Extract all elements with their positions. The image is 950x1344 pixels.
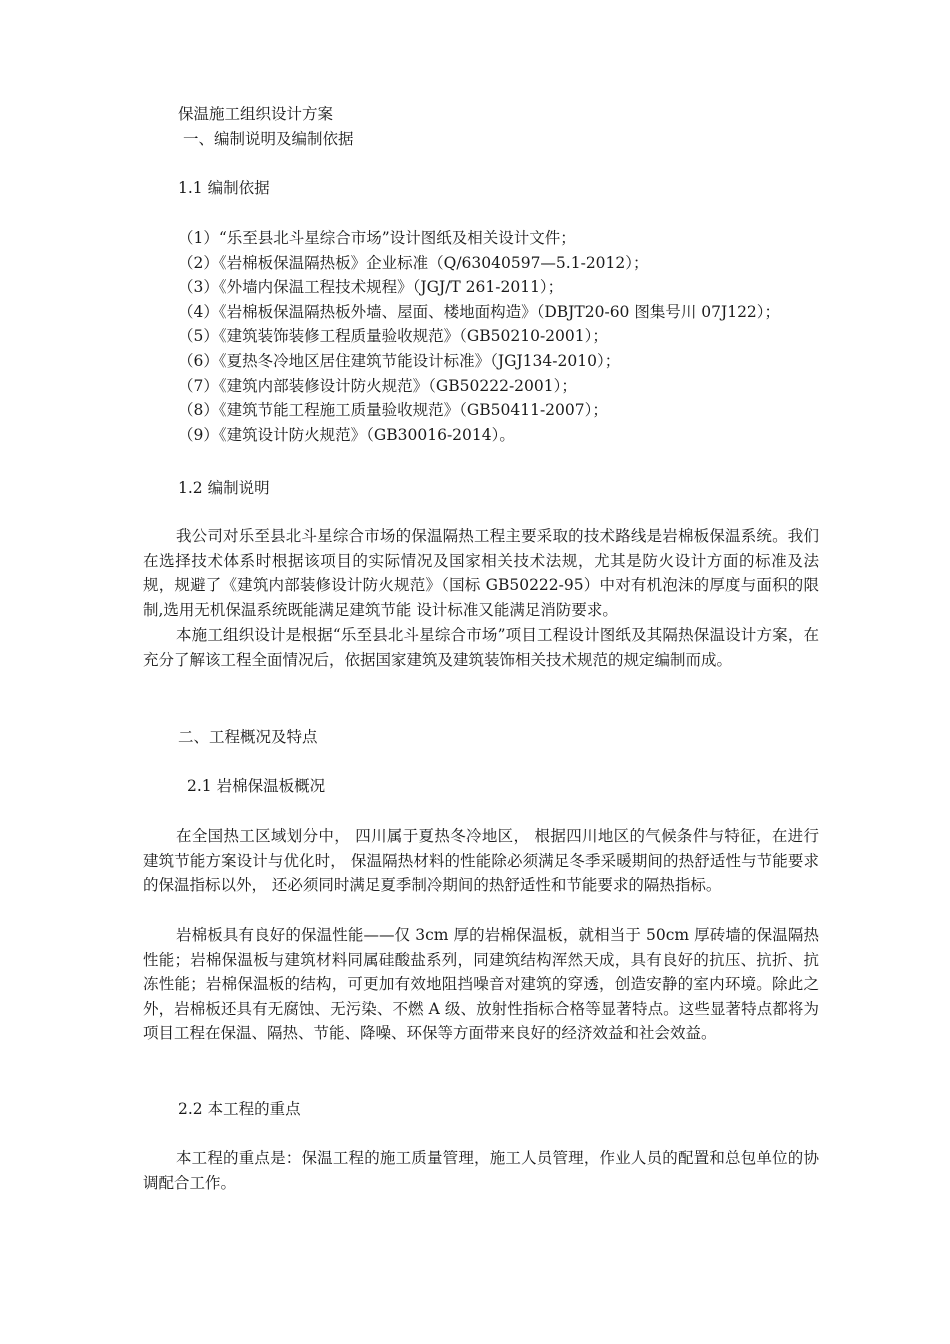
basis-item: （6）《夏热冬冷地区居住建筑节能设计标准》（JGJ134-2010）；	[178, 352, 621, 370]
basis-item: （2）《岩棉板保温隔热板》企业标准（Q/63040597—5.1-2012）；	[178, 254, 649, 272]
section-heading-1: 一、编制说明及编制依据	[183, 130, 354, 148]
basis-item: （3）《外墙内保温工程技术规程》（JGJ/T 261-2011）；	[178, 278, 564, 296]
basis-item: （8）《建筑节能工程施工质量验收规范》（GB50411-2007）；	[178, 401, 608, 419]
basis-item: （4）《岩棉板保温隔热板外墙、屋面、楼地面构造》（DBJT20-60 图集号川 07J122）；	[178, 303, 781, 321]
paragraph: 本工程的重点是：保温工程的施工质量管理，施工人员管理，作业人员的配置和总包单位的协调配合工作。	[143, 1149, 819, 1192]
basis-item: （9）《建筑设计防火规范》（GB30016-2014）。	[178, 426, 515, 444]
document-title: 保温施工组织设计方案	[178, 105, 334, 123]
subsection-heading-1-2: 1.2 编制说明	[178, 479, 270, 497]
subsection-heading-2-2: 2.2 本工程的重点	[178, 1100, 301, 1118]
subsection-heading-1-1: 1.1 编制依据	[178, 179, 270, 197]
paragraph: 本施工组织设计是根据“乐至县北斗星综合市场”项目工程设计图纸及其隔热保温设计方案，在充分了解该工程全面情况后，依据国家建筑及建筑装饰相关技术规范的规定编制而成。	[143, 626, 819, 669]
basis-item: （7）《建筑内部装修设计防火规范》（GB50222-2001）；	[178, 377, 577, 395]
basis-item: （5）《建筑装饰装修工程质量验收规范》（GB50210-2001）；	[178, 327, 608, 345]
subsection-heading-2-1: 2.1 岩棉保温板概况	[187, 777, 326, 795]
basis-item: （1）“乐至县北斗星综合市场”设计图纸及相关设计文件；	[178, 229, 576, 247]
paragraph: 岩棉板具有良好的保温性能——仅 3cm 厚的岩棉保温板，就相当于 50cm 厚砖墙的保温隔热性能；岩棉保温板与建筑材料同属硅酸盐系列，同建筑结构浑然天成，具有良好的抗压、抗折、抗冻性能；岩棉保温板的结构，可更加有效地阻挡噪音对建筑的穿透，创造安静的室内环境。除此之外，岩棉板还具有无腐蚀、无污染、不燃 A 级、放射性指标合格等显著特点。这些显著特点都将为项目工程在保温、隔热、节能、降噪、环保等方面带来良好的经济效益和社会效益。	[143, 926, 819, 1042]
paragraph: 在全国热工区域划分中， 四川属于夏热冬冷地区， 根据四川地区的气候条件与特征，在进行建筑节能方案设计与优化时， 保温隔热材料的性能除必须满足冬季采暖期间的热舒适性与节能要求的保温指标以外， 还必须同时满足夏季制冷期间的热舒适性和节能要求的隔热指标。	[143, 827, 819, 894]
section-heading-2: 二、工程概况及特点	[178, 728, 318, 746]
paragraph: 我公司对乐至县北斗星综合市场的保温隔热工程主要采取的技术路线是岩棉板保温系统。我们在选择技术体系时根据该项目的实际情况及国家相关技术法规，尤其是防火设计方面的标准及法规，规避了《建筑内部装修设计防火规范》（国标 GB50222-95）中对有机泡沫的厚度与面积的限制,选用无机保温系统既能满足建筑节能 设计标准又能满足消防要求。	[143, 527, 819, 619]
